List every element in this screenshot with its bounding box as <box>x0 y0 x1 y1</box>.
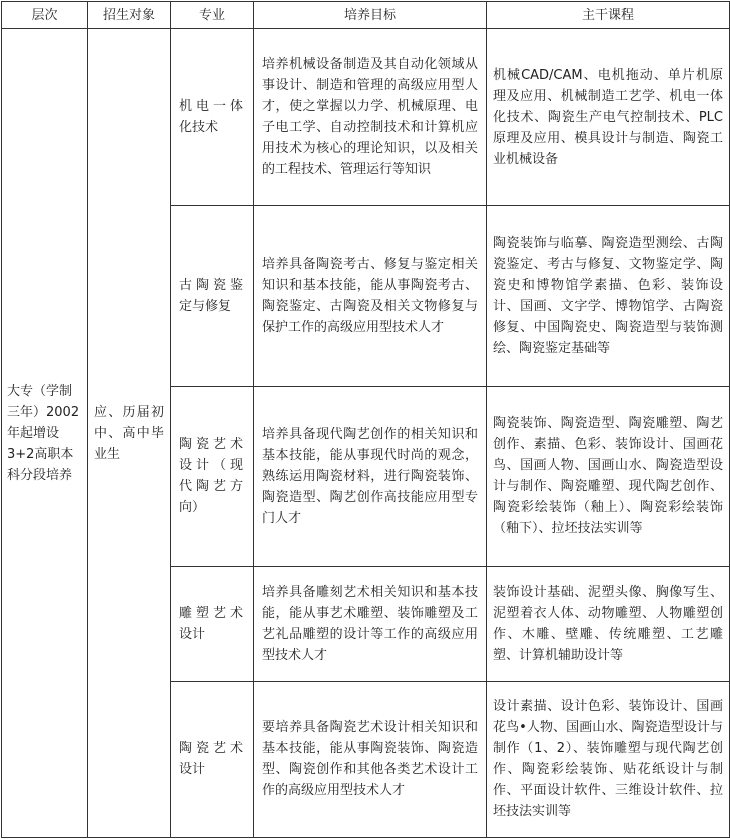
courses-cell: 机械CAD/CAM、电机拖动、单片机原理及应用、机械制造工艺学、机电一体化技术、陶瓷生产电气控制技术、PLC原理及应用、模具设计与制造、陶瓷工业机械设备 <box>487 29 730 206</box>
courses-cell: 装饰设计基础、泥塑头像、胸像写生、泥塑着衣人体、动物雕塑、人物雕塑创作、木雕、壁雕、传统雕塑、工艺雕塑、计算机辅助设计等 <box>487 566 730 681</box>
header-row <box>2 2 730 29</box>
program-table <box>1 1 730 838</box>
goal-cell: 培养机械设备制造及其自动化领域从事设计、制造和管理的高级应用型人才，使之掌握以力学、机械原理、电子电工学、自动控制技术和计算机应用技术为核心的理论知识，以及相关的工程技术、管理运行等知识 <box>254 29 487 206</box>
level-cell: 大专（学制三年）2002年起增设3+2高职本科分段培养 <box>2 29 88 838</box>
goal-cell: 培养具备陶瓷考古、修复与鉴定相关知识和基本技能，能从事陶瓷考古、陶瓷鉴定、古陶瓷及相关文物修复与保护工作的高级应用型技术人才 <box>254 206 487 387</box>
major-cell: 陶瓷艺术设计 <box>171 681 254 837</box>
header-courses: 主干课程 <box>487 2 730 29</box>
header-target: 招生对象 <box>88 2 171 29</box>
header-major: 专业 <box>171 2 254 29</box>
table-row <box>2 29 730 206</box>
goal-cell: 培养具备现代陶艺创作的相关知识和基本技能，能从事现代时尚的观念，熟练运用陶瓷材料，进行陶瓷装饰、陶瓷造型、陶艺创作高技能应用型专门人才 <box>254 387 487 566</box>
major-cell: 雕塑艺术设计 <box>171 566 254 681</box>
header-goal: 培养目标 <box>254 2 487 29</box>
major-cell: 陶瓷艺术设计（现代陶艺方向） <box>171 387 254 566</box>
major-cell: 古陶瓷鉴定与修复 <box>171 206 254 387</box>
goal-cell: 培养具备雕刻艺术相关知识和基本技能，能从事艺术雕塑、装饰雕塑及工艺礼品雕塑的设计等工作的高级应用型技术人才 <box>254 566 487 681</box>
courses-cell: 陶瓷装饰、陶瓷造型、陶瓷雕塑、陶艺创作、素描、色彩、装饰设计、国画花鸟、国画人物、国画山水、陶瓷造型设计与制作、陶瓷雕塑、现代陶艺创作、陶瓷彩绘装饰（釉上）、陶瓷彩绘装饰（釉下）、拉坯技法实训等 <box>487 387 730 566</box>
courses-cell: 陶瓷装饰与临摹、陶瓷造型测绘、古陶瓷鉴定、考古与修复、文物鉴定学、陶瓷史和博物馆学素描、色彩、装饰设计、国画、文字学、博物馆学、古陶瓷修复、中国陶瓷史、陶瓷造型与装饰测绘、陶瓷鉴定基础等 <box>487 206 730 387</box>
target-cell: 应、历届初中、高中毕业生 <box>88 29 171 838</box>
goal-cell: 要培养具备陶瓷艺术设计相关知识和基本技能，能从事陶瓷装饰、陶瓷造型、陶瓷创作和其他各类艺术设计工作的高级应用型技术人才 <box>254 681 487 837</box>
courses-cell: 设计素描、设计色彩、装饰设计、国画花鸟•人物、国画山水、陶瓷造型设计与制作（1、2）、装饰雕塑与现代陶艺创作、陶瓷彩绘装饰、贴花纸设计与制作、平面设计软件、三维设计软件、拉坯技法实训等 <box>487 681 730 837</box>
header-level: 层次 <box>2 2 88 29</box>
major-cell: 机电一体化技术 <box>171 29 254 206</box>
